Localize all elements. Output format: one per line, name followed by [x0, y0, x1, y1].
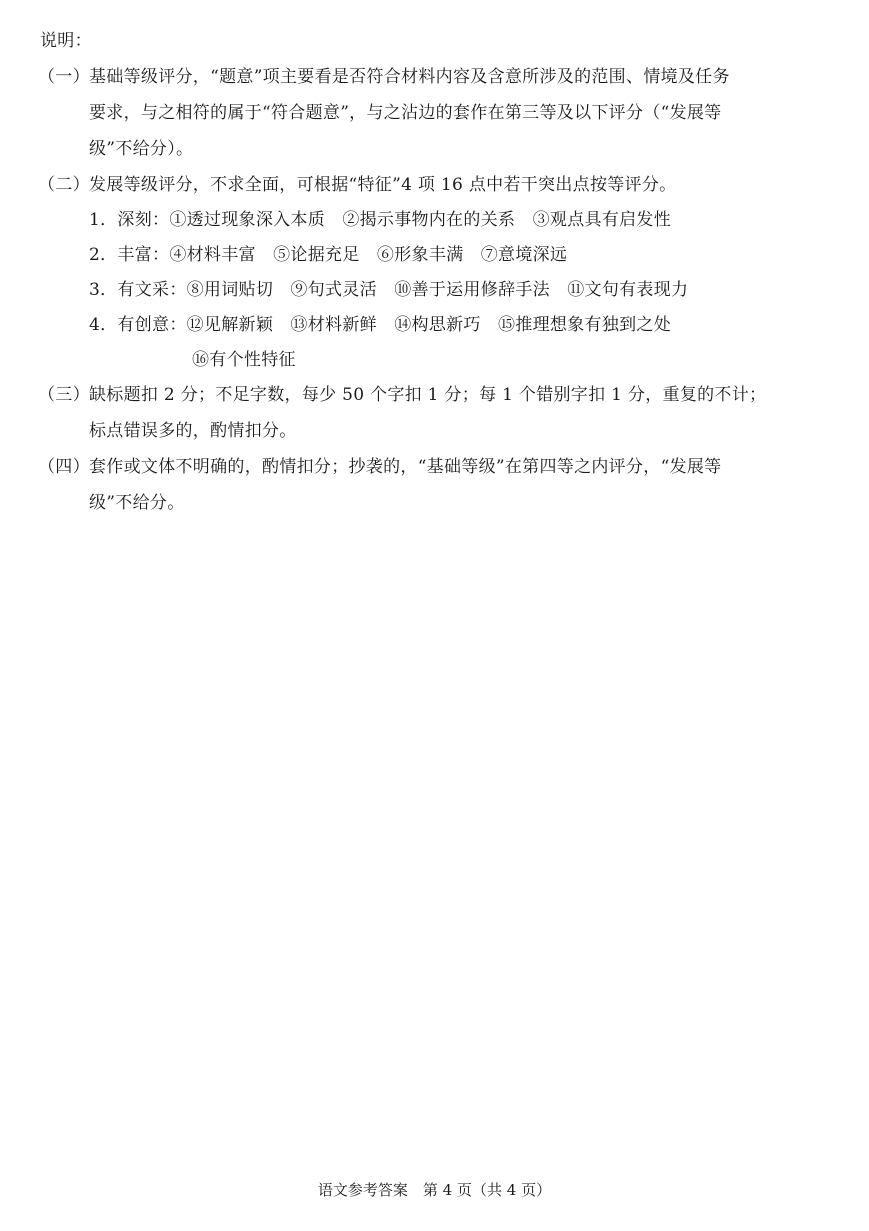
section-1-marker: （一）: [38, 67, 90, 87]
section-4-line-1: 套作或文体不明确的，酌情扣分；抄袭的，“基础等级”在第四等之内评分，“发展等: [89, 457, 722, 477]
section-2-marker: （二）: [38, 175, 90, 195]
section-1-line-3: 级”不给分）。: [89, 139, 194, 159]
notes-heading: 说明：: [40, 31, 92, 51]
section-4-line-2: 级”不给分。: [89, 493, 185, 513]
section-3-line-1: 缺标题扣 2 分；不足字数，每少 50 个字扣 1 分；每 1 个错别字扣 1 分，重复的不计；: [89, 385, 767, 405]
section-1-line-1: 基础等级评分，“题意”项主要看是否符合材料内容及含意所涉及的范围、情境及任务: [89, 67, 730, 87]
section-1-line-2: 要求，与之相符的属于“符合题意”，与之沾边的套作在第三等及以下评分（“发展等: [89, 103, 722, 123]
section-3-marker: （三）: [38, 385, 90, 405]
page-footer: 语文参考答案 第 4 页（共 4 页）: [317, 1181, 552, 1199]
section-2-item-3: 3．有文采：⑧用词贴切 ⑨句式灵活 ⑩善于运用修辞手法 ⑪文句有表现力: [89, 280, 689, 300]
section-2-item-2: 2．丰富：④材料丰富 ⑤论据充足 ⑥形象丰满 ⑦意境深远: [89, 245, 568, 265]
section-2-item-1: 1．深刻：①透过现象深入本质 ②揭示事物内在的关系 ③观点具有启发性: [89, 210, 672, 230]
section-2-line-1: 发展等级评分，不求全面，可根据“特征”4 项 16 点中若干突出点按等评分。: [89, 175, 677, 195]
section-3-line-2: 标点错误多的，酌情扣分。: [89, 421, 297, 441]
section-2-item-4-continuation: ⑯有个性特征: [192, 350, 296, 370]
section-2-item-4: 4．有创意：⑫见解新颖 ⑬材料新鲜 ⑭构思新巧 ⑮推理想象有独到之处: [89, 315, 672, 335]
section-4-marker: （四）: [38, 457, 90, 477]
